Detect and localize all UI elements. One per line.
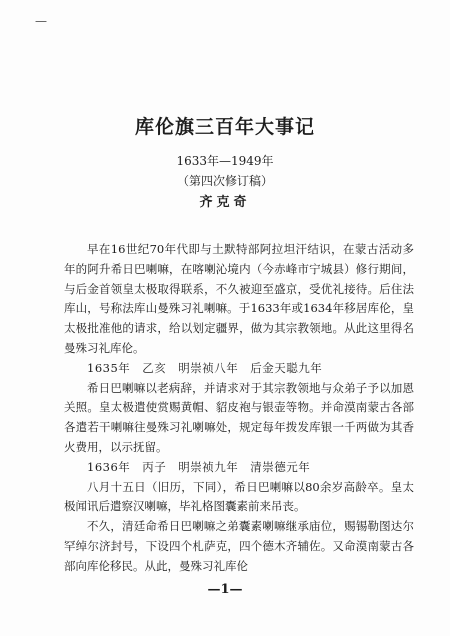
- document-title: 库伦旗三百年大事记: [134, 116, 315, 138]
- paragraph-intro: 早在16世纪70年代即与土默特部阿拉坦汗结识，在蒙古活动多年的阿升希日巴喇嘛，在喀喇沁境内（今赤峰市宁城县）修行期间，与后金首领皇太极取得联系，不久被迎至盛京，受优礼接待。后住法库山，号称法库山曼殊习礼喇嘛。于1633年或1634年移居库伦，皇太极批准他的请求，给以划定疆界，做为其宗教领地。从此这里得名曼殊习礼库伦。: [64, 242, 414, 355]
- edition-note: （第四次修订稿）: [176, 174, 273, 188]
- author-name: 齐克奇: [199, 195, 251, 210]
- period-range: 1633年—1949年: [176, 154, 274, 168]
- corner-mark: —: [35, 14, 47, 28]
- paragraph-1636-death: 八月十五日（旧历，下同），希日巴喇嘛以80余岁高龄卒。皇太极闻讯后遣察汉喇嘛，毕礼格图囊素前来吊丧。: [64, 479, 414, 514]
- page-number: —1—: [207, 582, 243, 597]
- paragraph-1636-succession: 不久，清廷命希日巴喇嘛之弟囊素喇嘛继承庙位，赐锡勒图达尔罕绰尔济封号，下设四个札萨克，四个德木齐辅佐。又命漠南蒙古各部向库伦移民。从此，曼殊习礼库伦: [64, 519, 414, 573]
- year-heading-1635: 1635年 乙亥 明崇祯八年 后金天聪九年: [87, 360, 323, 375]
- document-body: [64, 240, 414, 577]
- year-heading-1636: 1636年 丙子 明崇祯九年 清崇德元年: [87, 459, 311, 474]
- paragraph-1635: 希日巴喇嘛以老病辞，并请求对于其宗教领地与众弟子予以加恩关照。皇太极遣使赏赐黄帽、貂皮袍与银壶等物。并命漠南蒙古各部各遣若干喇嘛往曼殊习礼喇嘛处，规定每年拨发库银一千两做为其香火费用，以示抚留。: [64, 380, 414, 454]
